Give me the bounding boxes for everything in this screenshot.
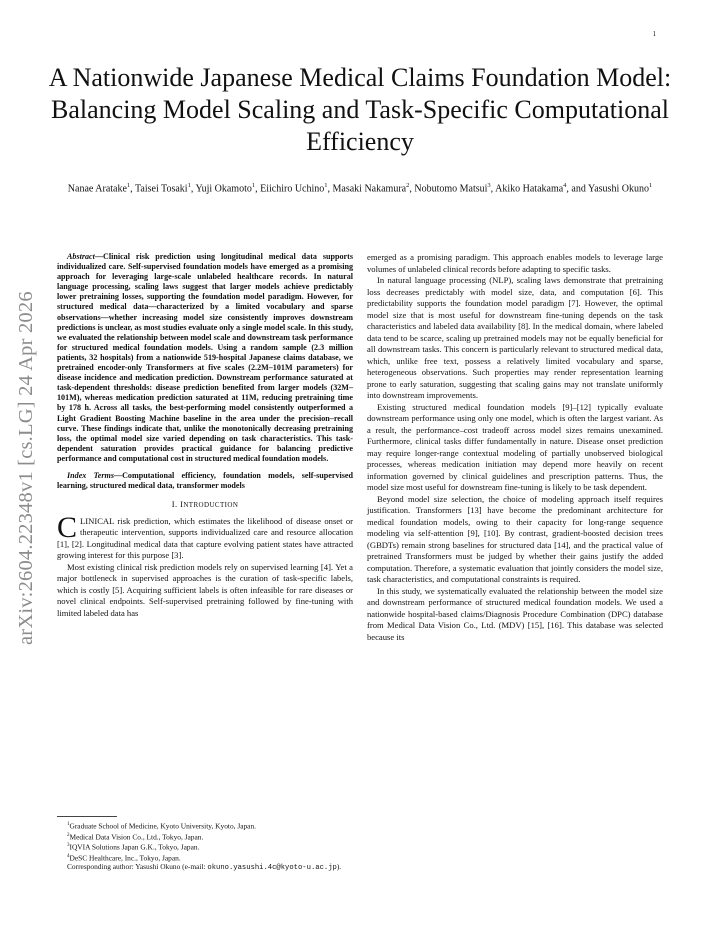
author-name: Yuji Okamoto — [195, 183, 252, 195]
author-separator: , — [409, 183, 415, 195]
author-name: Taisei Tosaki — [135, 183, 188, 195]
index-terms-text: —Computational efficiency, foundation models, self-supervised learning, structured medical data, transformer models — [57, 470, 353, 491]
author-separator: , — [327, 183, 333, 195]
intro-paragraph-6: In this study, we systematically evaluated the relationship between the model size and downstream performance of structured medical foundation models. We used a nationwide hospital-based claims/Diagnosis Procedure Combination (DPC) database from Medical Data Vision Co., Ltd. (MDV) [15], [16]. This database was selected because its — [367, 585, 663, 642]
footnote-rule — [57, 816, 117, 817]
author-name: Nanae Aratake — [67, 183, 127, 195]
intro-paragraph-2-cont: emerged as a promising paradigm. This approach enables models to leverage large volumes of unlabeled clinical records before adapting to specific tasks. — [367, 252, 663, 274]
intro-paragraph-5: Beyond model size selection, the choice of modeling approach itself requires justification. Transformers [13] have become the predominant architecture for medical foundation models, owing to their capacity for long-range sequence modeling via self-attention [9], [10]. By contrast, gradient-boosted decision trees (GBDTs) remain strong baselines for structured data [14], and the practical value of pretrained Transformers must be judged by whether their gains justify the added computation. Therefore, a systematic evaluation that jointly considers the model size, task characteristics, and computational constraints is required. — [367, 493, 663, 584]
intro-paragraph-3: In natural language processing (NLP), scaling laws demonstrate that pretraining loss decreases predictably with model size, data, and computation [6]. This predictability supports the foundation model paradigm [7]. However, the optimal model size that is most useful for downstream fine-tuning depends on the task characteristics and labeled data availability [8]. In the medical domain, where labeled data tend to be scarce, scaling up pretrained models may not be equally beneficial for all downstream tasks. This concern is particularly relevant to structured medical data, which, unlike free text, possess a relatively limited vocabulary and sparse, heterogeneous observations. Such properties may render representation learning prone to early saturation, suggesting that scaling gains may not translate uniformly into downstream improvements. — [367, 275, 663, 400]
author-affiliation: 1 — [251, 182, 256, 189]
footnote: $^2$Medical Data Vision Co., Ltd., Tokyo, Japan. — [67, 832, 204, 842]
author-separator: , — [490, 183, 496, 195]
corresponding-suffix: ). — [336, 862, 342, 872]
footnotes — [57, 816, 353, 873]
corresponding-email[interactable]: okuno.yasushi.4c@kyoto-u.ac.jp — [207, 864, 337, 873]
arxiv-stamp: arXiv:2604.22348v1 [cs.LG] 24 Apr 2026 — [15, 291, 37, 645]
author-name: Masaki Nakamura — [332, 183, 407, 195]
index-terms-label: Index Terms — [67, 470, 114, 480]
author-separator: , — [130, 183, 135, 195]
author-list — [52, 179, 668, 196]
corresponding-author — [57, 862, 353, 873]
left-column — [57, 252, 353, 619]
intro-p1-text: LINICAL risk prediction, which estimates the likelihood of disease onset or therapeutic intervention, supports individualized care and resource allocation [1], [2]. Longitudinal medical data that capture evolving patient states have attracted growing interest for this purpose [3]. — [57, 515, 353, 561]
author-separator: , — [190, 183, 196, 195]
author-affiliation: 2 — [406, 182, 410, 189]
author-affiliation: 4 — [563, 182, 567, 189]
author-affiliation: 1 — [126, 182, 131, 189]
intro-paragraph-1 — [57, 510, 353, 562]
author-affiliation: 1 — [324, 182, 328, 189]
corresponding-prefix: Corresponding author: Yasushi Okuno (e-mail: — [67, 862, 208, 872]
abstract — [57, 252, 353, 464]
author-name: Nobutomo Matsui — [414, 183, 488, 195]
author-affiliation: 1 — [187, 182, 191, 189]
drop-cap: C — [57, 510, 78, 544]
intro-paragraph-2: Most existing clinical risk prediction models rely on supervised learning [4]. Yet a major bottleneck in supervised approaches is the curation of task-specific labels, which is costly [5]. Acquiring sufficient labels is often infeasible for rare diseases or novel clinical endpoints. Self-supervised pretraining followed by fine-tuning with limited labeled data has — [57, 561, 353, 618]
author-separator: , — [255, 183, 261, 195]
author-affiliation: 1 — [648, 182, 653, 189]
intro-paragraph-4: Existing structured medical foundation models [9]–[12] typically evaluate downstream performance using only one model, which is often the largest variant. As a result, the performance–cost tradeoff across model sizes remains unexamined. Furthermore, clinical tasks differ fundamentally in nature. Disease onset prediction may require longer-range contextual modeling of partially unobserved biological processes, whereas medication initiation may depend more heavily on recent information governed by clinical guidelines and prescription patterns. Thus, the model size most useful for downstream fine-tuning is likely to be task dependent. — [367, 401, 663, 492]
abstract-text: —Clinical risk prediction using longitudinal medical data supports individualized care. Self-supervised foundation models have emerged as a promising approach for leveraging large-scale unlabeled healthcare records. In natural language processing, scaling laws suggest that larger models achieve predictably lower pretraining losses, supporting the foundation model paradigm. However, for structured medical data—characterized by a limited vocabulary and sparse observations—whether increasing model size consistently improves downstream predictions is unclear, as most studies evaluate only a single model scale. In this study, we evaluated the relationship between model scale and downstream task performance for structured medical foundation models. Using a random sample (2.3 million patients, 32 hospitals) from a nationwide 519-hospital Japanese claims database, we pretrained encoder-only Transformers at five scales (2.2M–101M parameters) for disease incidence and medication prediction. Downstream performance saturated at task-dependent thresholds: disease prediction benefited from larger models (32M–101M), whereas medication prediction saturated at 11M, reducing pretraining time by 178 h. Across all tasks, the best-performing model consistently outperformed a Light Gradient Boosting Machine baseline in the area under the precision–recall curve. These findings indicate that, unlike the monotonically decreasing pretraining loss, the optimal model size varied depending on task characteristics. This task-dependent saturation provides practical guidance for balancing predictive performance and computational cost in structured medical foundation models. — [57, 252, 353, 463]
paper-title: A Nationwide Japanese Medical Claims Foundation Model: Balancing Model Scaling and Task-Specific Computational Efficiency — [48, 63, 672, 156]
author-name: Eiichiro Uchino — [260, 183, 325, 195]
author-separator: , and — [566, 183, 588, 195]
author-affiliation: 3 — [487, 182, 491, 189]
index-terms — [57, 471, 353, 491]
right-column — [367, 252, 663, 643]
author-name: Akiko Hatakama — [495, 183, 564, 195]
author-name: Yasushi Okuno — [588, 183, 649, 195]
page-number: 1 — [652, 30, 656, 38]
abstract-label: Abstract — [67, 252, 95, 261]
footnote: $^4$DeSC Healthcare, Inc., Tokyo, Japan. — [67, 853, 181, 863]
section-heading: I. INTRODUCTION — [171, 499, 239, 510]
footnote: $^3$IQVIA Solutions Japan G.K., Tokyo, Japan. — [67, 842, 200, 852]
footnote: $^1$Graduate School of Medicine, Kyoto University, Kyoto, Japan. — [67, 821, 257, 831]
